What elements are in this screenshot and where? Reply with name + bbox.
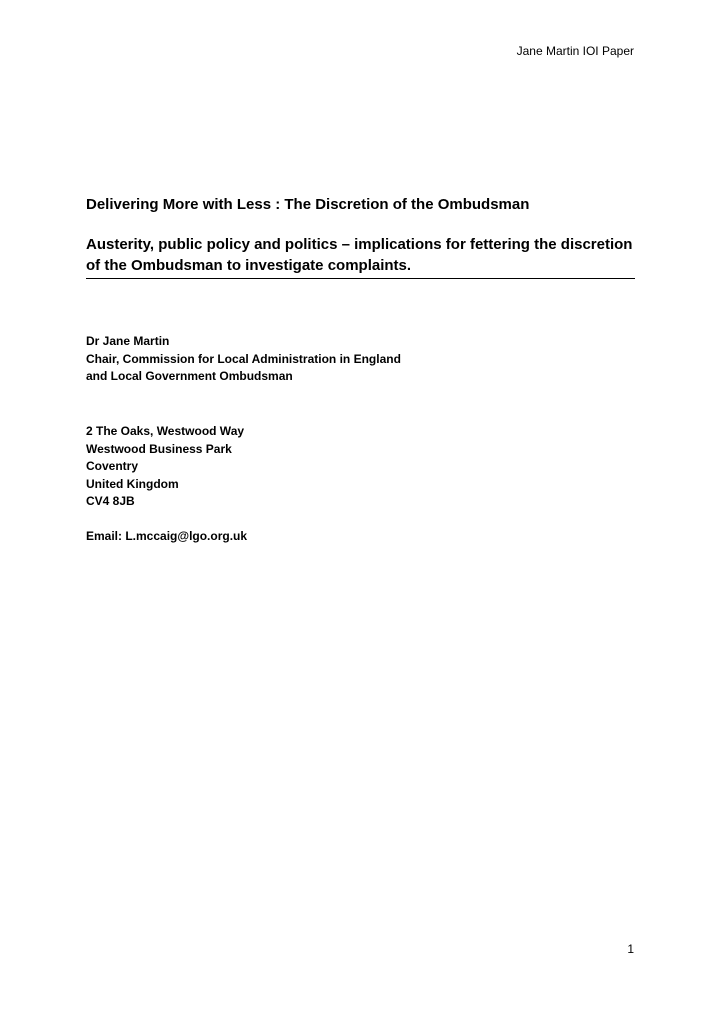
running-header: Jane Martin IOI Paper <box>516 44 634 58</box>
address-postcode: CV4 8JB <box>86 494 135 508</box>
address-line-4: United Kingdom <box>86 476 179 491</box>
document-title: Delivering More with Less : The Discretion of the Ombudsman <box>86 196 530 213</box>
address-line-1: 2 The Oaks, Westwood Way <box>86 424 245 438</box>
address-line-3: Coventry <box>86 459 139 473</box>
author-role-line-1: Chair, Commission for Local Administration in England <box>86 351 401 366</box>
page-number: 1 <box>627 942 634 956</box>
email-contact: Email: L.mccaig@lgo.org.uk <box>86 529 248 543</box>
author-role-line-2: and Local Government Ombudsman <box>86 369 293 383</box>
address-line-2: Westwood Business Park <box>86 441 232 456</box>
author-block <box>86 333 401 386</box>
subtitle-block <box>86 234 635 279</box>
address-block <box>86 423 244 511</box>
author-name: Dr Jane Martin <box>86 334 170 348</box>
document-subtitle: Austerity, public policy and politics – implications for fettering the discretion of the Ombudsman to investigate complaints. <box>86 236 633 274</box>
